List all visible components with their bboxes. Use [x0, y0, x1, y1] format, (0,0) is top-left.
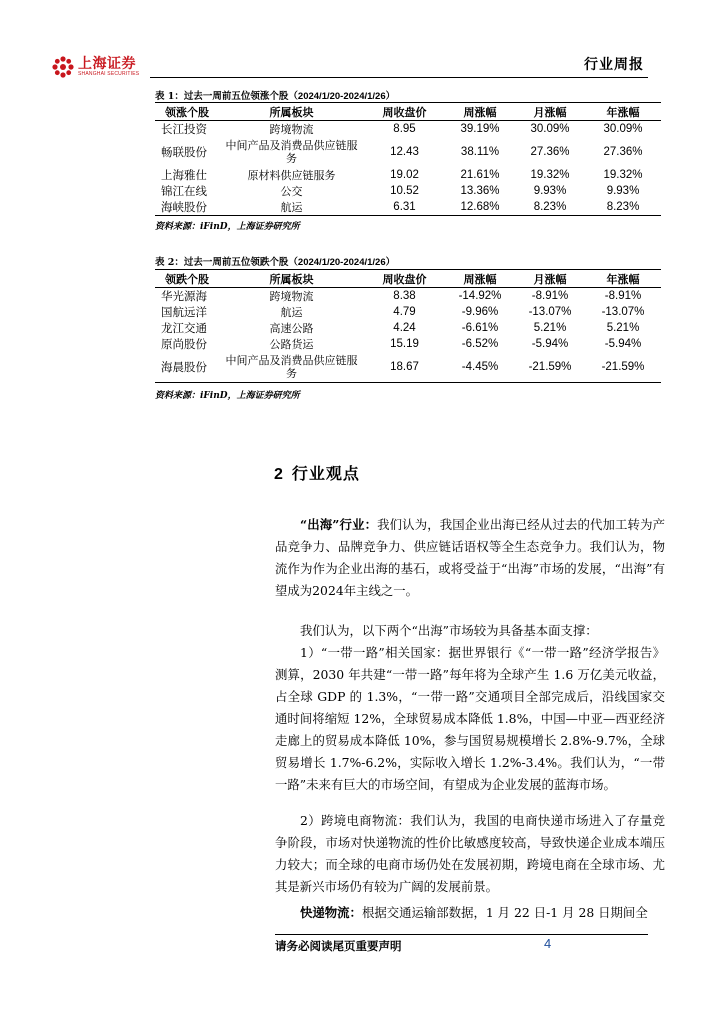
table1-title	[155, 88, 395, 102]
table2-source: 资料来源：iFinD，上海证券研究所	[155, 391, 300, 401]
cell-stock: 海晨股份	[155, 352, 219, 383]
cell-month: -8.91%	[531, 289, 569, 302]
cell-month: -13.07%	[528, 305, 572, 318]
cell-sector: 中间产品及消费品供应链服务	[225, 139, 358, 165]
col-header-stock: 领涨个股	[155, 103, 219, 121]
page-number: 4	[544, 936, 552, 951]
footer-divider	[275, 934, 648, 935]
disclaimer-notice: 请务必阅读尾页重要声明	[275, 939, 402, 953]
col-header-month: 月涨幅	[515, 270, 585, 288]
cell-week: 39.19%	[460, 122, 500, 135]
cell-sector: 跨境物流	[269, 289, 314, 303]
paragraph-belt-road: 1）“一带一路”相关国家：据世界银行《“一带一路”经济学报告》测算，2030 年共建“一带一路”每年将为全球产生 1.6 万亿美元收益，占全球 GDP 的 1.3%，“一带一路”交通项目全部完成后，沿线国家交通时间将缩短 12%，全球贸易成本降低 1.8%，中国—中亚—西亚经济走廊上的贸易成本降低 10%，参与国贸易规模增长 2.8%-9.7%，全球贸易增长 1.7%-6.2%，实际收入增长 1.2%-3.4%。我们认为，“一带一路”未来有巨大的市场空间，有望成为企业发展的蓝海市场。	[275, 645, 665, 792]
table1-source: 资料来源：iFinD，上海证券研究所	[155, 222, 300, 232]
table-row	[155, 304, 661, 320]
table-row	[155, 121, 661, 138]
cell-month: -5.94%	[531, 337, 569, 350]
cell-year: 8.23%	[585, 199, 661, 216]
col-header-close: 周收盘价	[364, 270, 445, 288]
paragraph-lead: “出海”行业：	[300, 517, 378, 532]
table2-title-date: （2024/1/20-2024/1/26）	[288, 257, 396, 268]
table-row	[155, 199, 661, 216]
cell-month: -21.59%	[515, 352, 585, 383]
cell-close: 4.79	[393, 305, 416, 318]
cell-month: 30.09%	[530, 122, 570, 135]
header-divider	[150, 77, 648, 78]
logo	[52, 56, 139, 78]
cell-stock: 海峡股份	[155, 199, 219, 216]
cell-sector: 公路货运	[269, 337, 314, 351]
cell-stock: 原尚股份	[161, 336, 207, 351]
col-header-year: 年涨幅	[585, 270, 661, 288]
col-header-week: 周涨幅	[445, 103, 515, 121]
cell-stock: 龙江交通	[161, 320, 207, 335]
cell-stock: 长江投资	[161, 121, 207, 136]
paragraph-text: 我们认为，我国企业出海已经从过去的代加工转为产品竞争力、品牌竞争力、供应链话语权等全生态竞争力。我们认为，物流作为作为企业出海的基石，或将受益于“出海”市场的发展，“出海”有望成为2024年主线之一。	[275, 517, 665, 598]
col-header-week: 周涨幅	[445, 270, 515, 288]
cell-week: -14.92%	[458, 289, 502, 302]
table-row	[155, 352, 661, 383]
logo-text-en: SHANGHAI SECURITIES	[78, 71, 140, 77]
cell-week: -6.52%	[461, 337, 499, 350]
cell-year: 27.36%	[603, 145, 643, 158]
section-number: 2	[274, 466, 284, 483]
section-title: 行业观点	[291, 464, 360, 483]
paragraph-overseas	[275, 514, 665, 602]
cell-sector: 航运	[219, 199, 364, 216]
cell-close: 15.19	[390, 337, 419, 350]
cell-year: -13.07%	[601, 305, 645, 318]
cell-stock: 锦江在线	[161, 183, 207, 198]
cell-week: 38.11%	[460, 145, 500, 158]
paragraph-express	[275, 902, 665, 924]
section-heading	[274, 461, 360, 484]
cell-close: 12.43	[390, 145, 419, 158]
col-header-year: 年涨幅	[585, 103, 661, 121]
table1-title-date: （2024/1/20-2024/1/26）	[288, 91, 396, 102]
shanghai-securities-logo-icon	[52, 56, 74, 78]
table-row	[155, 183, 661, 199]
cell-close: 19.02	[390, 168, 419, 181]
cell-sector: 公交	[280, 184, 303, 198]
cell-month: 9.93%	[533, 184, 567, 197]
report-type: 行业周报	[584, 57, 644, 73]
table-row	[155, 167, 661, 183]
table-row	[155, 336, 661, 352]
cell-week: -4.45%	[445, 352, 515, 383]
cell-close: 18.67	[364, 352, 445, 383]
cell-year: 30.09%	[603, 122, 643, 135]
cell-sector: 高速公路	[269, 321, 314, 335]
cell-close: 10.52	[390, 184, 419, 197]
cell-month: 19.32%	[530, 168, 570, 181]
table-header-row	[155, 270, 661, 288]
cell-week: -9.96%	[461, 305, 499, 318]
cell-year: -8.91%	[604, 289, 642, 302]
paragraph-text: 根据交通运输部数据，1 月 22 日-1 月 28 日期间全	[361, 905, 648, 920]
cell-stock: 华光源海	[161, 288, 207, 303]
cell-sector: 航运	[280, 305, 303, 319]
table-top-gainers	[155, 102, 661, 216]
cell-week: -6.61%	[461, 321, 499, 334]
cell-week: 13.36%	[460, 184, 500, 197]
table-row	[155, 288, 661, 305]
cell-month: 8.23%	[515, 199, 585, 216]
cell-stock: 国航远洋	[161, 304, 207, 319]
col-header-month: 月涨幅	[515, 103, 585, 121]
table1-title-label: 表 1：过去一周前五位领涨个股	[155, 91, 289, 102]
cell-close: 6.31	[364, 199, 445, 216]
cell-month: 27.36%	[530, 145, 570, 158]
cell-year: 9.93%	[606, 184, 640, 197]
col-header-sector: 所属板块	[219, 270, 364, 288]
paragraph-cross-border: 2）跨境电商物流：我们认为，我国的电商快递市场进入了存量竞争阶段，市场对快递物流的性价比敏感度较高，导致快递企业成本端压力较大；而全球的电商市场仍处在发展初期，跨境电商在全球市场、尤其是新兴市场仍有较为广阔的发展前景。	[275, 813, 665, 894]
cell-close: 8.38	[393, 289, 416, 302]
cell-sector: 跨境物流	[269, 122, 314, 136]
paragraph-lead: 快递物流：	[300, 905, 362, 920]
cell-year: -21.59%	[585, 352, 661, 383]
col-header-sector: 所属板块	[219, 103, 364, 121]
table-row	[155, 137, 661, 167]
cell-stock: 畅联股份	[161, 144, 207, 159]
table2-title-label: 表 2：过去一周前五位领跌个股	[155, 257, 289, 268]
cell-close: 4.24	[393, 321, 416, 334]
col-header-close: 周收盘价	[364, 103, 445, 121]
table-header-row	[155, 103, 661, 121]
cell-year: 5.21%	[606, 321, 640, 334]
table-top-losers	[155, 269, 661, 383]
cell-week: 12.68%	[445, 199, 515, 216]
col-header-stock: 领跌个股	[155, 270, 219, 288]
cell-year: -5.94%	[604, 337, 642, 350]
cell-year: 19.32%	[603, 168, 643, 181]
table2-title	[155, 254, 395, 268]
cell-sector: 中间产品及消费品供应链服务	[219, 352, 364, 383]
cell-month: 5.21%	[533, 321, 567, 334]
logo-text-cn: 上海证券	[78, 56, 136, 72]
paragraph-markets-intro: 我们认为，以下两个“出海”市场较为具备基本面支撑：	[300, 623, 598, 638]
cell-close: 8.95	[393, 122, 416, 135]
cell-sector: 原材料供应链服务	[247, 168, 336, 182]
cell-week: 21.61%	[460, 168, 500, 181]
cell-stock: 上海雅仕	[161, 167, 207, 182]
table-row	[155, 320, 661, 336]
